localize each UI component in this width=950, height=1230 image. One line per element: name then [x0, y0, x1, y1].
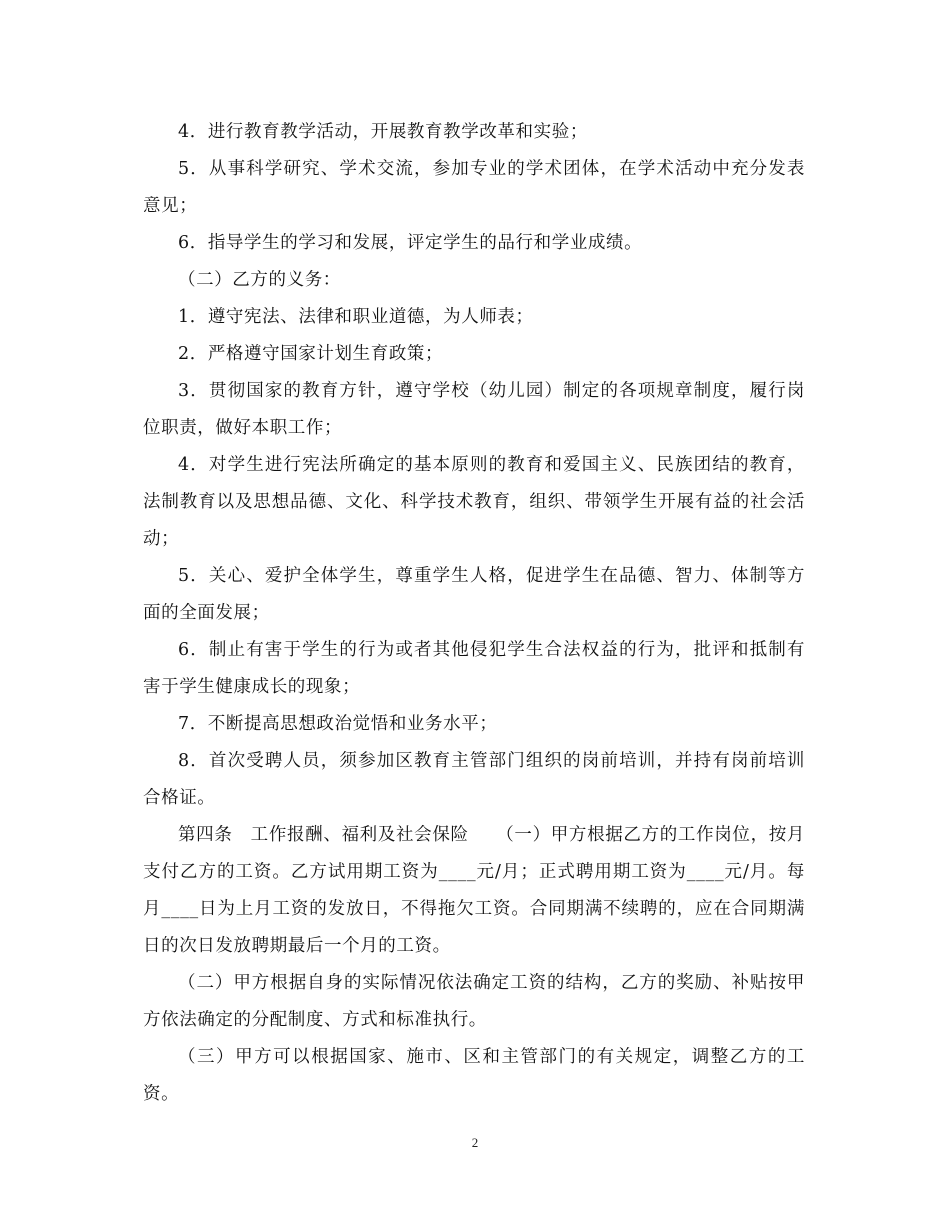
paragraph-right-5: 5．从事科学研究、学术交流，参加专业的学术团体，在学术活动中充分发表意见；: [143, 159, 805, 216]
article-four-salary: 第四条 工作报酬、福利及社会保险 （一）甲方根据乙方的工作岗位，按月支付乙方的工资。乙方试用期工资为____元/月；正式聘用期工资为____元/月。每月____日为上月工资的发放日，不得拖欠工资。合同期满不续聘的，应在合同期满日的次日发放聘期最后一个月的工资。: [143, 825, 805, 956]
paragraph-obligation-6: 6．制止有害于学生的行为或者其他侵犯学生合法权益的行为，批评和抵制有害于学生健康成长的现象；: [143, 640, 805, 697]
page-number: 2: [471, 1135, 479, 1150]
paragraph-obligation-2: 2．严格遵守国家计划生育政策；: [178, 344, 444, 364]
paragraph-salary-structure: （二）甲方根据自身的实际情况依法确定工资的结构，乙方的奖励、补贴按甲方依法确定的分配制度、方式和标准执行。: [143, 973, 805, 1030]
paragraph-right-6: 6．指导学生的学习和发展，评定学生的品行和学业成绩。: [178, 233, 643, 253]
paragraph-obligation-8: 8．首次受聘人员，须参加区教育主管部门组织的岗前培训，并持有岗前培训合格证。: [143, 751, 805, 808]
paragraph-obligation-7: 7．不断提高思想政治觉悟和业务水平；: [178, 714, 498, 734]
paragraph-right-4: 4．进行教育教学活动，开展教育教学改革和实验；: [178, 122, 588, 142]
section-heading-obligations: （二）乙方的义务：: [178, 270, 341, 290]
paragraph-obligation-5: 5．关心、爱护全体学生，尊重学生人格，促进学生在品德、智力、体制等方面的全面发展；: [143, 566, 805, 623]
paragraph-obligation-4: 4．对学生进行宪法所确定的基本原则的教育和爱国主义、民族团结的教育，法制教育以及思想品德、文化、科学技术教育，组织、带领学生开展有益的社会活动；: [143, 455, 805, 549]
document-body: [143, 114, 805, 1113]
paragraph-obligation-3: 3．贯彻国家的教育方针，遵守学校（幼儿园）制定的各项规章制度，履行岗位职责，做好本职工作；: [143, 381, 805, 438]
paragraph-obligation-1: 1．遵守宪法、法律和职业道德，为人师表；: [178, 307, 534, 327]
paragraph-salary-adjustment: （三）甲方可以根据国家、施市、区和主管部门的有关规定，调整乙方的工资。: [143, 1047, 805, 1104]
